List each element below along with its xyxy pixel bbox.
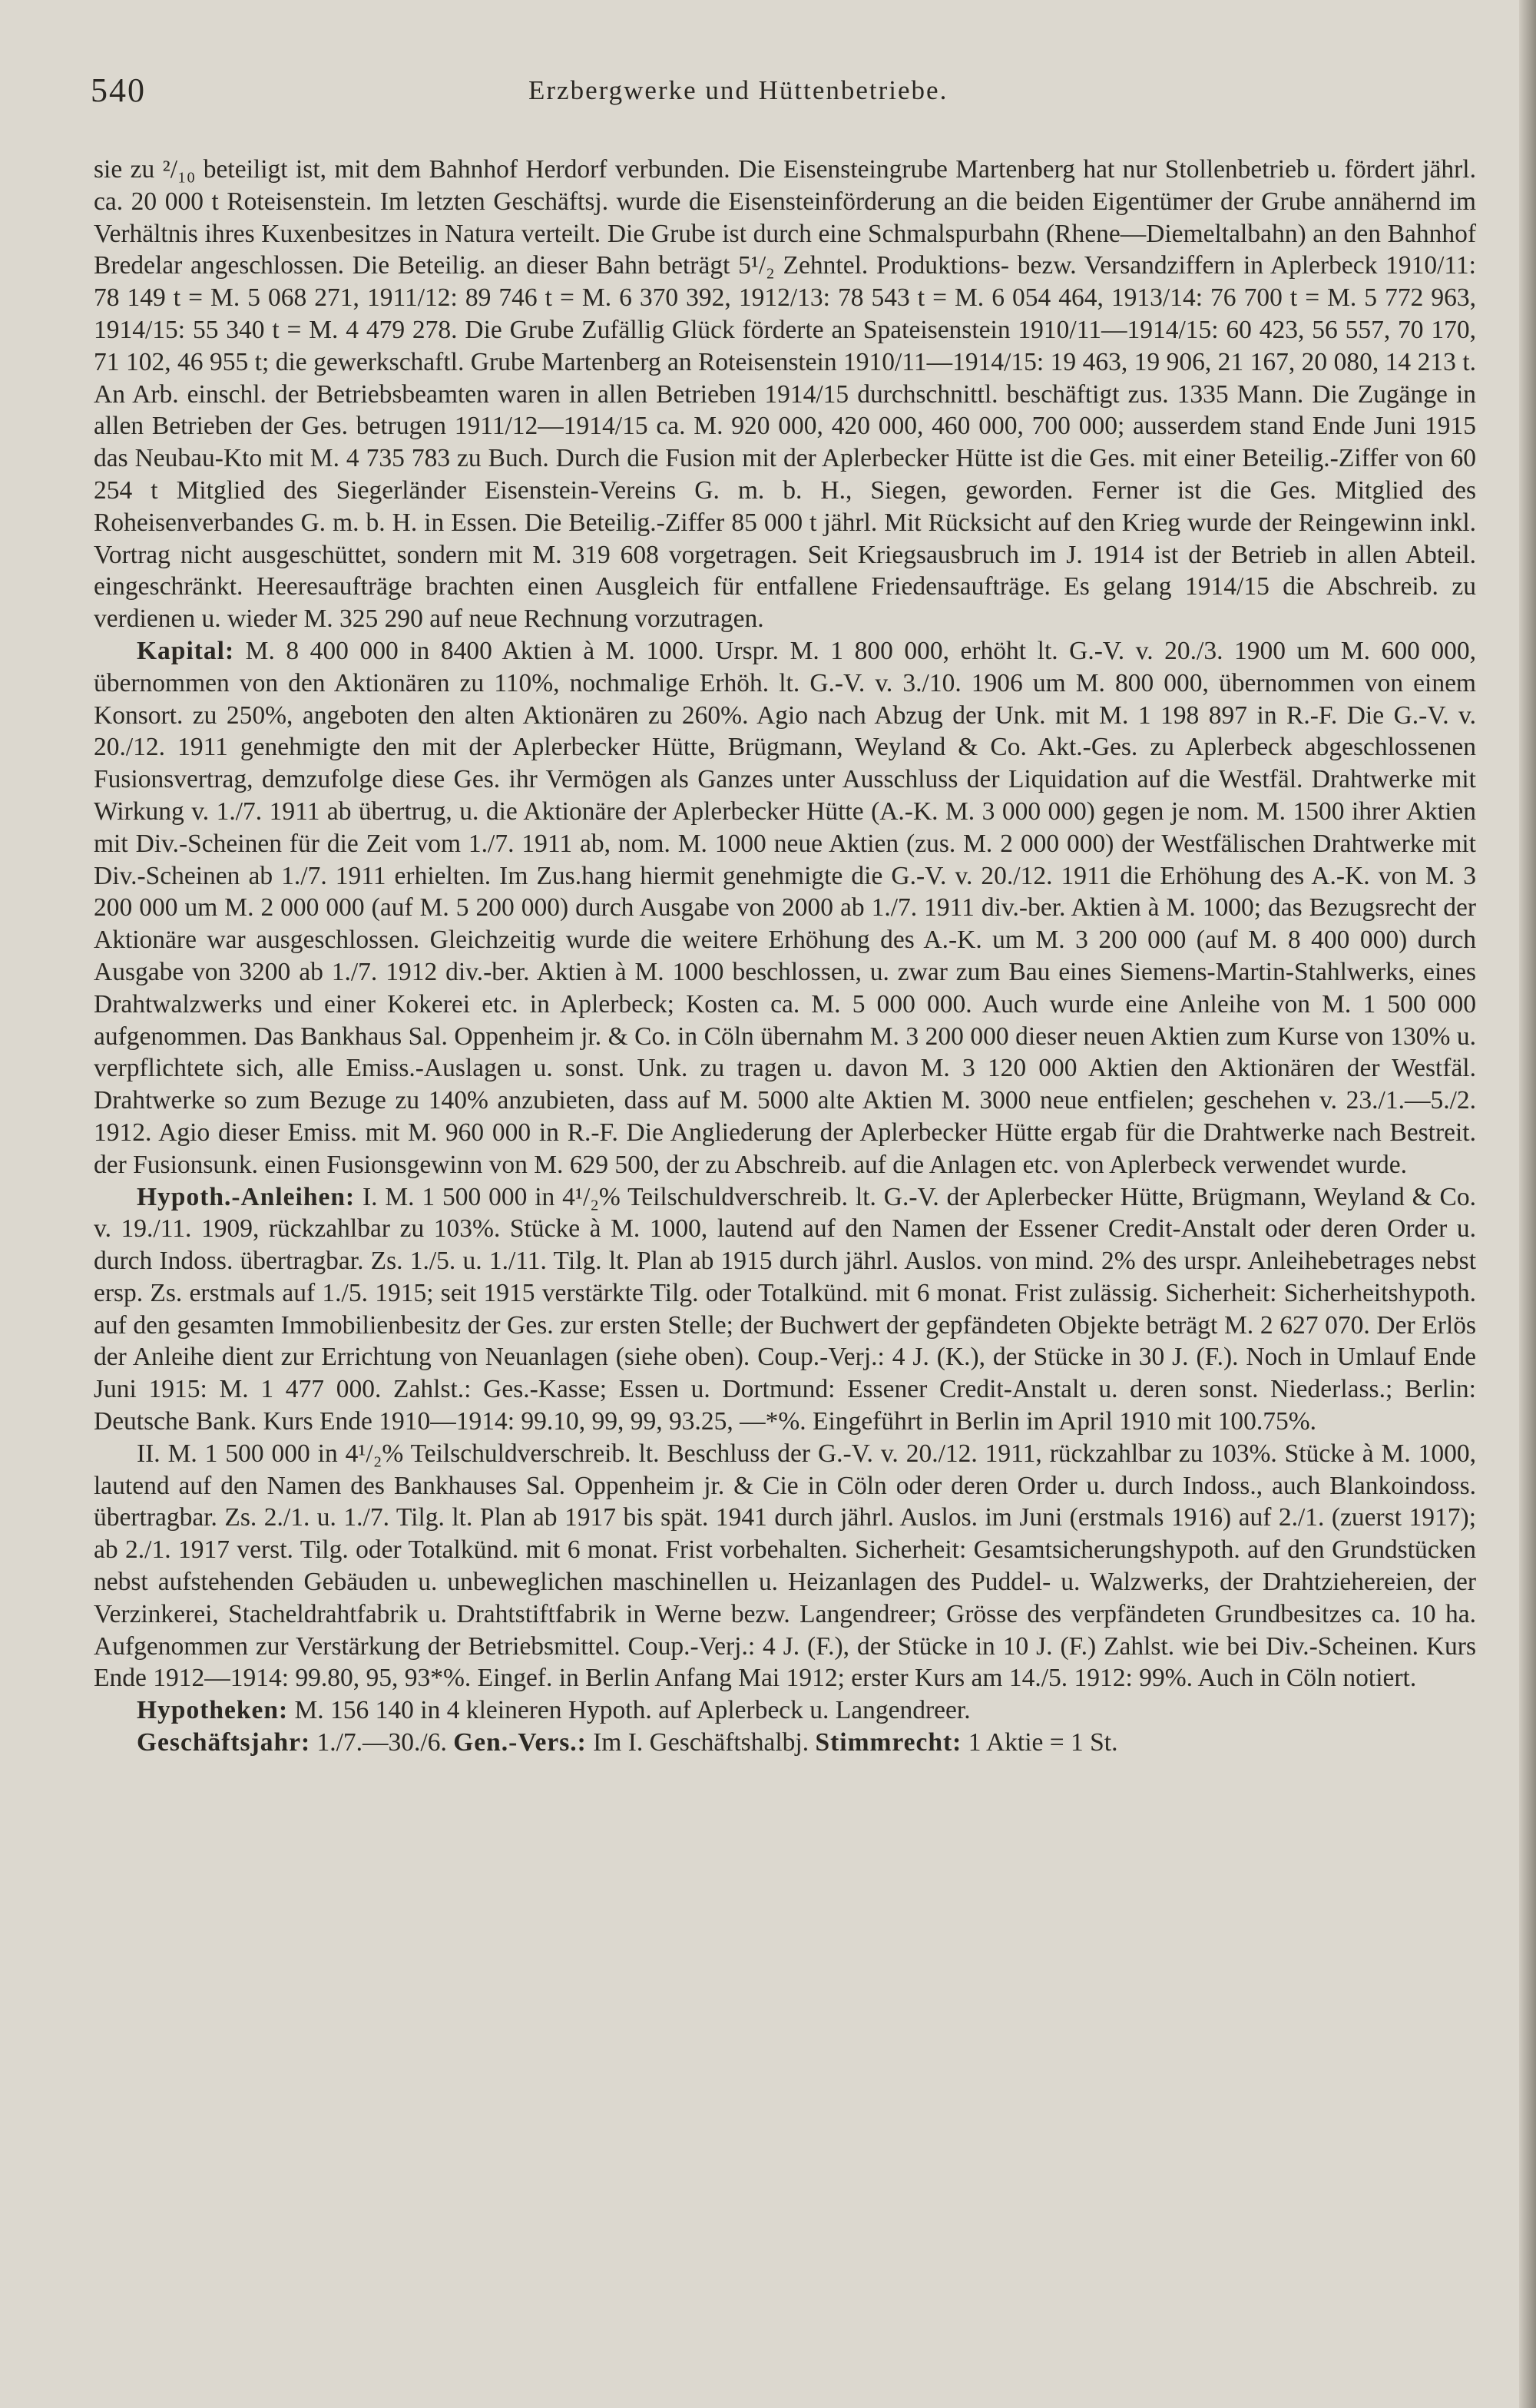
page-number: 540 — [91, 71, 146, 109]
section-label: Stimmrecht: — [815, 1728, 962, 1757]
paragraph-text: 1 Aktie = 1 St. — [968, 1728, 1118, 1757]
paragraph-text: I. M. 1 500 000 in 4¹/₂% Teilschuldverschreib. lt. G.-V. der Aplerbecker Hütte, Brügmann, Weyland & Co. v. 19./11. 1909, rückzahlbar zu 103%. Stücke à M. 1000, lautend auf den Namen der Essener Credit-Anstalt oder deren Order u. durch Indoss. übertragbar. Zs. 1./5. u. 1./11. Tilg. lt. Plan ab 1915 durch jährl. Auslos. von mind. 2% des urspr. Anleihebetrages nebst ersp. Zs. erstmals auf 1./5. 1915; seit 1915 verstärkte Tilg. oder Totalkünd. mit 6 monat. Frist zulässig. Sicherheit: Sicherheitshypoth. auf den gesamten Immobilienbesitz der Ges. zur ersten Stelle; der Buchwert der gepfändeten Objekte beträgt M. 2 627 070. Der Erlös der Anleihe dient zur Errichtung von Neuanlagen (siehe oben). Coup.-Verj.: 4 J. (K.), der Stücke in 30 J. (F.). Noch in Umlauf Ende Juni 1915: M. 1 477 000. Zahlst.: Ges.-Kasse; Essen u. Dortmund: Essener Credit-Anstalt u. deren sonst. Niederlass.; Berlin: Deutsche Bank. Kurs Ende 1910—1914: 99.10, 99, 99, 93.25, —*%. Eingeführt in Berlin im April 1910 mit 100.75%. — [94, 1182, 1476, 1436]
paragraph-hypoth-anleihen — [94, 1181, 1476, 1438]
paragraph-text: 1./7.—30./6. — [316, 1728, 447, 1757]
paragraph-kapital — [94, 635, 1476, 1181]
body-text — [94, 154, 1476, 1759]
paragraph-anleihe-ii — [94, 1438, 1476, 1694]
paragraph-hypotheken — [94, 1694, 1476, 1727]
paragraph-text: sie zu ²/₁₀ beteiligt ist, mit dem Bahnhof Herdorf verbunden. Die Eisensteingrube Martenberg hat nur Stollenbetrieb u. fördert jährl. ca. 20 000 t Roteisenstein. Im letzten Geschäftsj. wurde die Eisensteinförderung an die beiden Eigentümer der Grube annähernd im Verhältnis ihres Kuxenbesitzes in Natura verteilt. Die Grube ist durch eine Schmalspurbahn (Rhene—Diemeltalbahn) an den Bahnhof Bredelar angeschlossen. Die Beteilig. an dieser Bahn beträgt 5¹/₂ Zehntel. Produktions- bezw. Versandziffern in Aplerbeck 1910/11: 78 149 t = M. 5 068 271, 1911/12: 89 746 t = M. 6 370 392, 1912/13: 78 543 t = M. 6 054 464, 1913/14: 76 700 t = M. 5 772 963, 1914/15: 55 340 t = M. 4 479 278. Die Grube Zufällig Glück förderte an Spateisenstein 1910/11—1914/15: 60 423, 56 557, 70 170, 71 102, 46 955 t; die gewerkschaftl. Grube Martenberg an Roteisenstein 1910/11—1914/15: 19 463, 19 906, 21 167, 20 080, 14 213 t. An Arb. einschl. der Betriebsbeamten waren in allen Betrieben 1914/15 durchschnittl. beschäftigt zus. 1335 Mann. Die Zugänge in allen Betrieben der Ges. betrugen 1911/12—1914/15 ca. M. 920 000, 420 000, 460 000, 700 000; ausserdem stand Ende Juni 1915 das Neubau-Kto mit M. 4 735 783 zu Buch. Durch die Fusion mit der Aplerbecker Hütte ist die Ges. mit einer Beteilig.-Ziffer von 60 254 t Mitglied des Siegerländer Eisenstein-Vereins G. m. b. H., Siegen, geworden. Ferner ist die Ges. Mitglied des Roheisenverbandes G. m. b. H. in Essen. Die Beteilig.-Ziffer 85 000 t jährl. Mit Rücksicht auf den Krieg wurde der Reingewinn inkl. Vortrag nicht ausgeschüttet, sondern mit M. 319 608 vorgetragen. Seit Kriegsausbruch im J. 1914 ist der Betrieb in allen Abteil. eingeschränkt. Heeresaufträge brachten einen Ausgleich für entfallene Friedensaufträge. Es gelang 1914/15 die Abschreib. zu verdienen u. wieder M. 325 290 auf neue Rechnung vorzutragen. — [94, 155, 1476, 634]
section-label: Hypotheken: — [137, 1696, 289, 1725]
page-header — [91, 71, 1473, 117]
section-label: Hypoth.-Anleihen: — [137, 1182, 356, 1211]
paragraph-geschaeftsjahr — [94, 1727, 1476, 1759]
paragraph-intro — [94, 154, 1476, 635]
section-label: Kapital: — [137, 636, 235, 665]
paragraph-text: Im I. Geschäftshalbj. — [593, 1728, 809, 1757]
section-label: Geschäftsjahr: — [137, 1728, 311, 1757]
paragraph-text: M. 156 140 in 4 kleineren Hypoth. auf Aplerbeck u. Langendreer. — [294, 1696, 971, 1725]
section-label: Gen.-Vers.: — [453, 1728, 587, 1757]
paragraph-text: M. 8 400 000 in 8400 Aktien à M. 1000. Urspr. M. 1 800 000, erhöht lt. G.-V. v. 20./3. 1900 um M. 600 000, übernommen von den Aktionären zu 110%, nochmalige Erhöh. lt. G.-V. v. 3./10. 1906 um M. 800 000, übernommen von einem Konsort. zu 250%, angeboten den alten Aktionären zu 260%. Agio nach Abzug der Unk. mit M. 1 198 897 in R.-F. Die G.-V. v. 20./12. 1911 genehmigte den mit der Aplerbecker Hütte, Brügmann, Weyland & Co. Akt.-Ges. zu Aplerbeck abgeschlossenen Fusionsvertrag, demzufolge diese Ges. ihr Vermögen als Ganzes unter Ausschluss der Liquidation auf die Westfäl. Drahtwerke mit Wirkung v. 1./7. 1911 ab übertrug, u. die Aktionäre der Aplerbecker Hütte (A.-K. M. 3 000 000) gegen je nom. M. 1500 ihrer Aktien mit Div.-Scheinen für die Zeit vom 1./7. 1911 ab, nom. M. 1000 neue Aktien (zus. M. 2 000 000) der Westfälischen Drahtwerke mit Div.-Scheinen ab 1./7. 1911 erhielten. Im Zus.hang hiermit genehmigte die G.-V. v. 20./12. 1911 die Erhöhung des A.-K. von M. 3 200 000 um M. 2 000 000 (auf M. 5 200 000) durch Ausgabe von 2000 ab 1./7. 1911 div.-ber. Aktien à M. 1000; das Bezugsrecht der Aktionäre war ausgeschlossen. Gleichzeitig wurde die weitere Erhöhung des A.-K. um M. 3 200 000 (auf M. 8 400 000) durch Ausgabe von 3200 ab 1./7. 1912 div.-ber. Aktien à M. 1000 beschlossen, u. zwar zum Bau eines Siemens-Martin-Stahlwerks, eines Drahtwalzwerks und einer Kokerei etc. in Aplerbeck; Kosten ca. M. 5 000 000. Auch wurde eine Anleihe von M. 1 500 000 aufgenommen. Das Bankhaus Sal. Oppenheim jr. & Co. in Cöln übernahm M. 3 200 000 dieser neuen Aktien zum Kurse von 130% u. verpflichtete sich, alle Emiss.-Auslagen u. sonst. Unk. zu tragen u. davon M. 3 120 000 Aktien den Aktionären der Westfäl. Drahtwerke so zum Bezuge zu 140% anzubieten, dass auf M. 5000 alte Aktien M. 3000 neue entfielen; geschehen v. 23./1.—5./2. 1912. Agio dieser Emiss. mit M. 960 000 in R.-F. Die Angliederung der Aplerbecker Hütte ergab für die Drahtwerke nach Bestreit. der Fusionsunk. einen Fusionsgewinn von M. 629 500, der zu Abschreib. auf die Anlagen etc. von Aplerbeck verwendet wurde. — [94, 636, 1477, 1179]
paragraph-text: II. M. 1 500 000 in 4¹/₂% Teilschuldverschreib. lt. Beschluss der G.-V. v. 20./12. 1911, rückzahlbar zu 103%. Stücke à M. 1000, lautend auf den Namen des Bankhauses Sal. Oppenheim jr. & Cie in Cöln oder deren Order u. durch Indoss., auch Blankoindoss. übertragbar. Zs. 2./1. u. 1./7. Tilg. lt. Plan ab 1917 bis spät. 1941 durch jährl. Auslos. im Juni (erstmals 1916) auf 2./1. (zuerst 1917); ab 2./1. 1917 verst. Tilg. oder Totalkünd. mit 6 monat. Frist vorbehalten. Sicherheit: Gesamtsicherungshypoth. auf den Grundstücken nebst aufstehenden Gebäuden u. unbeweglichen maschinellen u. Heizanlagen des Puddel- u. Walzwerks, der Drahtziehereien, der Verzinkerei, Stacheldrahtfabrik u. Drahtstiftfabrik in Werne bezw. Langendreer; Grösse des verpfändeten Grundbesitzes ca. 10 ha. Aufgenommen zur Verstärkung der Betriebsmittel. Coup.-Verj.: 4 J. (F.), der Stücke in 10 J. (F.) Zahlst. wie bei Div.-Scheinen. Kurs Ende 1912—1914: 99.80, 95, 93*%. Eingef. in Berlin Anfang Mai 1912; erster Kurs am 14./5. 1912: 99%. Auch in Cöln notiert. — [94, 1439, 1476, 1693]
running-title: Erzbergwerke und Hüttenbetriebe. — [528, 75, 948, 105]
page-edge-shadow — [1519, 0, 1536, 2408]
